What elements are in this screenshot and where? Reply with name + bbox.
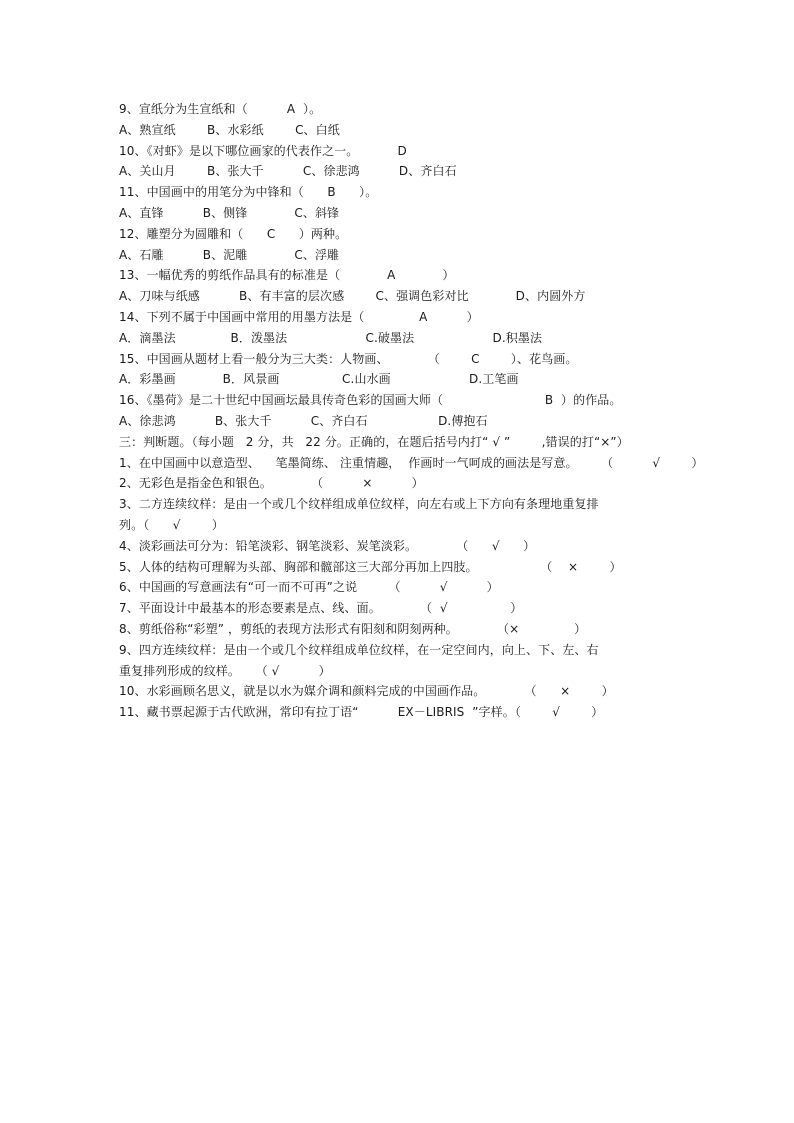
judgment-line: 4、淡彩画法可分为：铅笔淡彩、钢笔淡彩、炭笔淡彩。 （ √ ） [119, 538, 536, 553]
judgment-line: 3、二方连续纹样：是由一个或几个纹样组成单位纹样，向左右或上下方向有条理地重复排 [119, 497, 599, 512]
judgment-line: 2、无彩色是指金色和银色。 （ × ） [119, 476, 424, 491]
options-line: A、徐悲鸿 B、张大千 C、齐白石 D.傅抱石 [119, 413, 488, 428]
document-body [119, 99, 704, 723]
judgment-line: 11、藏书票起源于古代欧洲，常印有拉丁语“ EX－LIBRIS ”字样。（ √ ） [119, 705, 604, 720]
judgment-line: 6、中国画的写意画法有“可一而不可再”之说 （ √ ） [119, 580, 499, 595]
question-line: 10、《对虾》是以下哪位画家的代表作之一。 D [119, 143, 407, 158]
question-line: 15、中国画从题材上看一般分为三大类：人物画、 （ C ）、花鸟画。 [119, 351, 578, 366]
options-line: A．彩墨画 B．风景画 C.山水画 D.工笔画 [119, 372, 519, 387]
section-heading: 三：判断题。（每小题 2 分，共 22 分。正确的，在题后括号内打“ √ ” ,错误的打“×”） [119, 434, 629, 449]
question-line: 12、雕塑分为圆雕和（ C ）两种。 [119, 226, 348, 241]
question-line: 14、下列不属于中国画中常用的用墨方法是（ A ） [119, 309, 479, 324]
question-line: 13、一幅优秀的剪纸作品具有的标准是（ A ） [119, 268, 455, 283]
options-line: A．滴墨法 B．泼墨法 C.破墨法 D.积墨法 [119, 330, 543, 345]
question-line: 11、中国画中的用笔分为中锋和（ B ）。 [119, 185, 378, 200]
options-line: A、石雕 B、泥雕 C、浮雕 [119, 247, 340, 262]
question-line: 9、宣纸分为生宣纸和（ A ）。 [119, 102, 322, 116]
options-line: A、直锋 B、侧锋 C、斜锋 [119, 205, 340, 220]
judgment-line: 10、水彩画顾名思义，就是以水为媒介调和颜料完成的中国画作品。 （ × ） [119, 684, 614, 699]
options-line: A、熟宣纸 B、水彩纸 C、白纸 [119, 122, 340, 137]
judgment-line: 7、平面设计中最基本的形态要素是点、线、面。 （ √ ） [119, 601, 523, 616]
judgment-line: 8、剪纸俗称“彩塑” ，剪纸的表现方法形式有阳刻和阴刻两种。 （× ） [119, 621, 587, 636]
options-line: A、关山月 B、张大千 C、徐悲鸿 D、齐白石 [119, 164, 457, 179]
judgment-line-continued: 列。（ √ ） [119, 517, 224, 532]
judgment-line: 5、人体的结构可理解为头部、胸部和髋部这三大部分再加上四肢。 （ × ） [119, 559, 622, 574]
judgment-line: 1、在中国画中以意造型、 笔墨简练、 注重情趣， 作画时一气呵成的画法是写意。 （ √ ） [119, 455, 704, 470]
options-line: A、刀味与纸感 B、有丰富的层次感 C、强调色彩对比 D、内圆外方 [119, 289, 586, 304]
question-line: 16、《墨荷》是二十世纪中国画坛最具传奇色彩的国画大师（ B ）的作品。 [119, 393, 622, 408]
judgment-line: 9、四方连续纹样：是由一个或几个纹样组成单位纹样，在一定空间内，向上、下、左、右 [119, 642, 599, 657]
judgment-line-continued: 重复排列形成的纹样。 （ √ ） [119, 663, 331, 678]
